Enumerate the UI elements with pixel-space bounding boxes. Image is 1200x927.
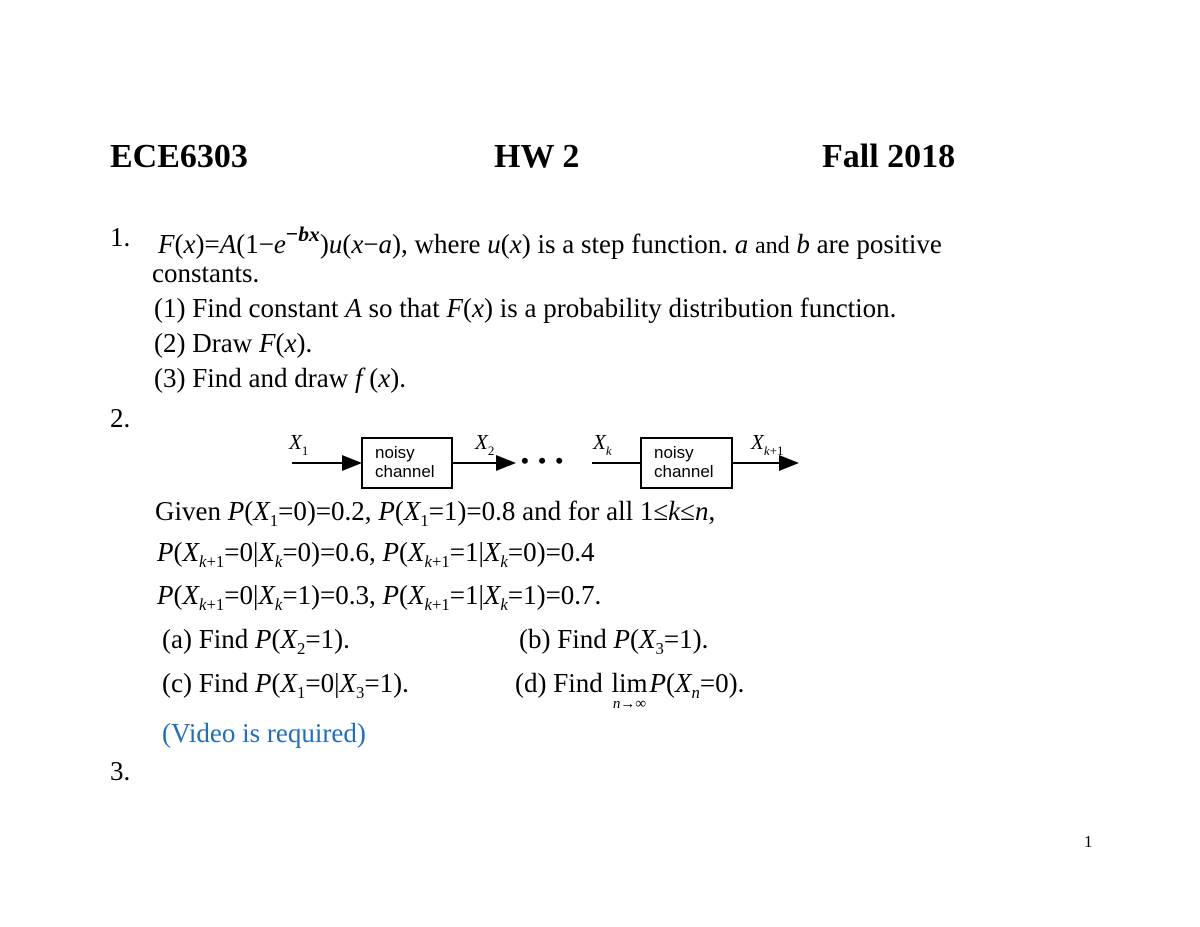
problem-1-continuation: constants. (152, 258, 260, 288)
noisy-channel-box-1: noisy channel (361, 437, 453, 489)
formula-tail: , where (401, 228, 481, 259)
transition-line-1: $P(X_{k+1}=0|X_k=0)=0.6$, $P(X_{k+1}=1|X_k=0)=0.4$ (157, 537, 595, 571)
step-function-text: is a step function. (537, 228, 728, 259)
label-xk1: $X_{k+1}$ (751, 430, 784, 458)
problem-2-part-d: (d) Find lim n→∞ $P(X_n=0)$. (515, 668, 745, 712)
course-code: ECE6303 (110, 138, 248, 175)
problem-2-number: 2. (110, 403, 131, 433)
problem-1-part-1: (1) Find constant A so that F(x) is a probability distribution function. (154, 293, 897, 323)
video-required-note: (Video is required) (162, 718, 366, 748)
transition-line-2: $P(X_{k+1}=0|X_k=1)=0.3$, $P(X_{k+1}=1|X_k=1)=0.7$. (157, 580, 602, 614)
ellipsis-dots: • • • (521, 448, 566, 473)
problem-3-number: 3. (110, 756, 131, 786)
problem-1-number: 1. (110, 222, 131, 252)
positive-text: are positive (816, 228, 942, 259)
label-x2: $X_2$ (475, 430, 495, 458)
problem-2-part-b: (b) Find $P(X_3=1)$. (519, 624, 709, 658)
problem-1-part-2: (2) Draw F(x). (154, 328, 313, 358)
noisy-channel-box-2: noisy channel (640, 437, 733, 489)
page-number: 1 (1084, 832, 1093, 851)
problem-2-part-a: (a) Find $P(X_2=1)$. (162, 624, 350, 658)
problem-1-statement: $F(x)=A(1-e^{-bx})u(x-a)$, where u(x) is a step function. a and b are positive (158, 222, 942, 259)
label-xk: $X_k$ (593, 430, 612, 458)
label-x1: $X_1$ (289, 430, 309, 458)
problem-2-part-c: (c) Find $P(X_1=0|X_3=1)$. (162, 668, 409, 702)
term-label: Fall 2018 (822, 138, 956, 175)
given-line: Given $P(X_1=0)=0.2$, $P(X_1=1)=0.8$ and for all 1≤k≤n, (155, 496, 716, 530)
problem-1-part-3: (3) Find and draw f (x). (154, 363, 406, 393)
and-text: and (754, 232, 790, 259)
homework-title: HW 2 (494, 138, 580, 175)
